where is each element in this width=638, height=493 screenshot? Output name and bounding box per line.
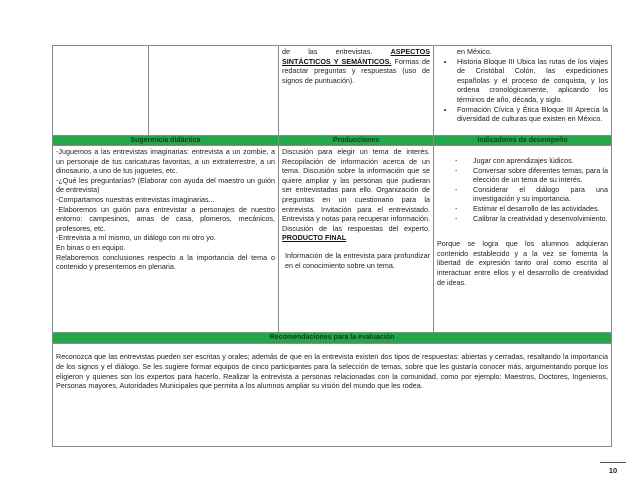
- top-cell-3: [279, 46, 434, 135]
- indicador-item: - Estimar el desarrollo de las actividades.: [465, 204, 608, 214]
- sugerencia-line: Relaboremos conclusiones respecto a la importancia del tema o contenido y presentemos en plenaria.: [56, 252, 275, 272]
- bullet-civica: • Formación Cívica y Ética Bloque III Aprecia la diversidad de culturas que existen en México.: [455, 105, 608, 124]
- header-sugerencia: Sugerencia didáctica: [53, 136, 279, 145]
- producciones-text: [282, 147, 430, 243]
- indicador-item: - Considerar el diálogo para una investigación y su importancia.: [465, 185, 608, 204]
- top-cell-4: [434, 46, 611, 135]
- subject-bullets: [437, 57, 608, 124]
- page-number: 10: [600, 462, 626, 475]
- indicadores-list: [437, 156, 608, 223]
- indicador-item: - Conversar sobre diferentes temas, para la elección de un tema de su interés.: [465, 166, 608, 185]
- sugerencia-line: -Juguemos a las entrevistas imaginarias: entrevista a un zombie, a un personaje de tus caricaturas favoritas, a un extraterrestre, a un dinosaurio, a uno de tus juguetes, etc.: [56, 147, 275, 176]
- recomendaciones-body: Reconozca que las entrevistas pueden ser escritas y orales; además de que en la entrevista existen dos tipos de respuestas: abiertas y cerradas, resaltando la importancia de los signos y el diálogo. Se les sugiere formar equipos de cinco participantes para la selección de temas, sobre que les gustaría conocer más, argumentando porque los eligieron y quienes son los expertos para hacerlo. Realizar la entrevista a personas relacionadas con la comunidad, como por ejemplo: Maestros, Doctores, Ingenieros, Personas mayores, Autoridades Municipales que permita a los alumnos ampliar su visión del mundo que les rodea.: [56, 352, 608, 391]
- indicador-item: - Jugar con aprendizajes lúdicos.: [465, 156, 608, 166]
- header-indicadores: Indicadores de desempeño: [477, 137, 568, 144]
- sugerencia-line: -Elaboremos un guión para entrevistar a personajes de nuestro entorno: campesinos, amas de casa, plomeros, mecánicos, profesores, etc.: [56, 204, 275, 233]
- top-cell-1: [53, 46, 149, 135]
- producciones-body: Discusión para elegir un tema de interés. Recopilación de información acerca de un tema. Discusión sobre la información que se quiere ampliar y las personas que pudieran ser entrevistadas para ello. Organización de preguntas en un cuestionario para la entrevista. Invitación para el entrevistado. Entrevista y notas para recuperar información. Discusión de las respuestas del experto.: [282, 147, 430, 233]
- table-row-content: [53, 146, 611, 333]
- bullet-historia: • Historia Bloque III Ubica las rutas de los viajes de Cristóbal Colón, las expediciones españolas y el proceso de conquista, y los ordena cronológicamente, aplicando los términos de año, década, y siglo.: [455, 57, 608, 105]
- header-producciones: Producciones: [279, 136, 434, 145]
- sugerencia-line: -Compartamos nuestras entrevistas imaginarias...: [56, 194, 215, 204]
- recomendaciones-header: Recomendaciones para la evaluación: [53, 333, 611, 344]
- indicadores-cell: [434, 146, 611, 332]
- continued-text: en México.: [457, 47, 492, 56]
- aspectos-heading: ASPECTOS SINTÁCTICOS Y SEMÁNTICOS.: [282, 47, 430, 66]
- producto-final-label: PRODUCTO FINAL: [282, 233, 347, 243]
- sugerencia-line: En binas o en equipo.: [56, 242, 126, 252]
- aspectos-text: Formas de redactar preguntas y respuestas (uso de signos de puntuación).: [282, 56, 430, 85]
- table-row-top: [53, 46, 611, 136]
- sugerencia-line: -¿Qué les preguntarías? (Elaborar con ayuda del maestro un guión de entrevista): [56, 175, 275, 195]
- planning-table: [52, 45, 612, 447]
- sugerencia-line: -Entrevista a mí mismo, un diálogo con mi otro yo.: [56, 233, 216, 243]
- indicador-item: - Calibrar la creatividad y desenvolvimiento.: [465, 214, 608, 224]
- aspectos-lead: de las entrevistas.: [282, 47, 373, 56]
- producciones-cell: [279, 146, 434, 332]
- section-header-row: [53, 136, 611, 146]
- producto-final-text: Información de la entrevista para profundizar en el conocimiento sobre un tema.: [285, 250, 430, 270]
- indicadores-paragraph: Porque se logra que los alumnos adquieran contenido establecido y a la vez se fomenta la libertad de expresión tanto oral como escrita al interactuar entre ellos y el desarrollo de creatividad de ideas.: [437, 239, 608, 287]
- sugerencia-cell: [53, 146, 279, 332]
- top-cell-2: [149, 46, 279, 135]
